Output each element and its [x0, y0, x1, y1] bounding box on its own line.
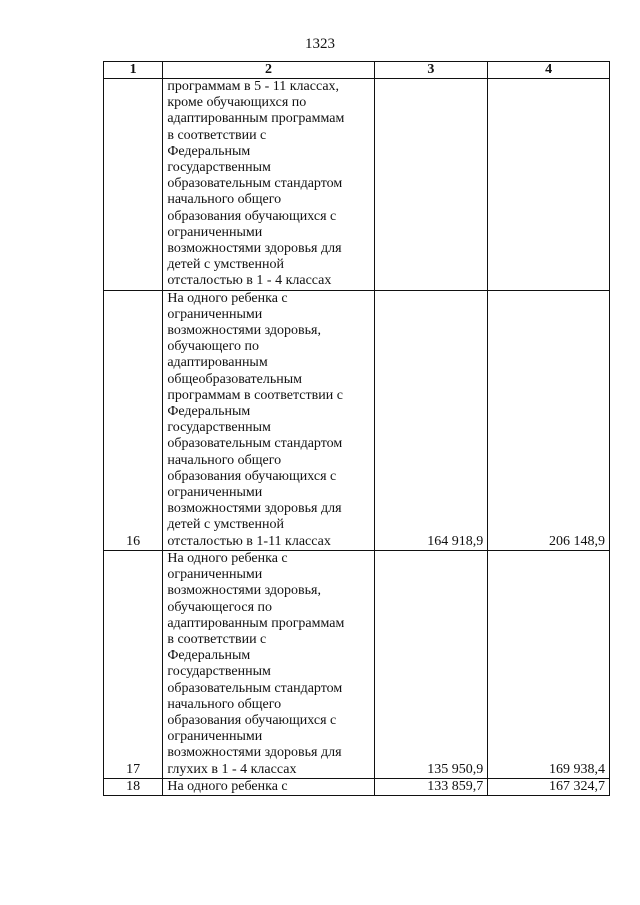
description-line: образования обучающихся с: [167, 712, 337, 728]
description-line: ограниченными: [167, 567, 263, 583]
description-line: образования обучающихся с: [167, 208, 337, 224]
row-description: [163, 79, 374, 291]
column-header-3: 3: [374, 62, 488, 79]
column-header-2: 2: [163, 62, 374, 79]
description-line: начального общего: [167, 696, 282, 712]
row-number: 17: [104, 550, 163, 778]
row-number: 16: [104, 290, 163, 550]
value-column-4: 167 324,7: [488, 778, 610, 795]
value-column-3: 135 950,9: [374, 550, 488, 778]
description-line: адаптированным программам: [167, 615, 345, 631]
value-column-3: 164 918,9: [374, 290, 488, 550]
description-line: начального общего: [167, 192, 282, 208]
description-line: ограниченными: [167, 485, 263, 501]
value-column-4: 169 938,4: [488, 550, 610, 778]
description-line: общеобразовательным: [167, 371, 302, 387]
description-line: Федеральным: [167, 143, 251, 159]
header-row: [104, 62, 610, 79]
description-line: в соответствии с: [167, 127, 267, 143]
table-row: [104, 550, 610, 778]
description-line: адаптированным: [167, 355, 268, 371]
description-line: детей с умственной: [167, 257, 284, 273]
description-line: глухих в 1 - 4 классах: [167, 761, 297, 777]
row-number: 18: [104, 778, 163, 795]
table-row: [104, 79, 610, 291]
table-row: [104, 290, 610, 550]
description-line: возможностями здоровья,: [167, 323, 321, 339]
description-line: отсталостью в 1-11 классах: [167, 533, 331, 549]
row-description: [163, 778, 374, 795]
description-line: программам в соответствии с: [167, 387, 343, 403]
value-column-3: 133 859,7: [374, 778, 488, 795]
table-row: [104, 778, 610, 795]
description-line: возможностями здоровья,: [167, 583, 321, 599]
description-line: образовательным стандартом: [167, 680, 343, 696]
description-line: начального общего: [167, 452, 282, 468]
description-line: программам в 5 - 11 классах,: [167, 79, 340, 94]
description-line: кроме обучающихся по: [167, 95, 307, 111]
description-line: государственным: [167, 664, 271, 680]
description-line: государственным: [167, 420, 271, 436]
description-line: возможностями здоровья для: [167, 241, 342, 257]
description-line: На одного ребенка с: [167, 290, 288, 306]
description-line: Федеральным: [167, 404, 251, 420]
description-line: образования обучающихся с: [167, 468, 337, 484]
description-line: образовательным стандартом: [167, 436, 343, 452]
description-line: возможностями здоровья для: [167, 501, 342, 517]
description-line: отсталостью в 1 - 4 классах: [167, 273, 332, 289]
description-line: образовательным стандартом: [167, 176, 343, 192]
description-line: ограниченными: [167, 224, 263, 240]
column-header-4: 4: [488, 62, 610, 79]
description-line: адаптированным программам: [167, 111, 345, 127]
description-line: ограниченными: [167, 729, 263, 745]
description-line: возможностями здоровья для: [167, 745, 342, 761]
description-line: На одного ребенка с: [167, 550, 288, 566]
row-description: [163, 290, 374, 550]
document-table: [103, 61, 610, 796]
value-column-4: 206 148,9: [488, 290, 610, 550]
row-number: [104, 79, 163, 291]
description-line: ограниченными: [167, 306, 263, 322]
description-line: На одного ребенка с: [167, 778, 288, 794]
table-body: [104, 79, 610, 796]
value-column-3: [374, 79, 488, 291]
description-line: детей с умственной: [167, 517, 284, 533]
description-line: обучающегося по: [167, 599, 273, 615]
description-line: государственным: [167, 160, 271, 176]
description-line: обучающего по: [167, 339, 260, 355]
page-number: 1323: [305, 36, 335, 52]
column-header-1: 1: [104, 62, 163, 79]
description-line: Федеральным: [167, 648, 251, 664]
description-line: в соответствии с: [167, 631, 267, 647]
row-description: [163, 550, 374, 778]
value-column-4: [488, 79, 610, 291]
